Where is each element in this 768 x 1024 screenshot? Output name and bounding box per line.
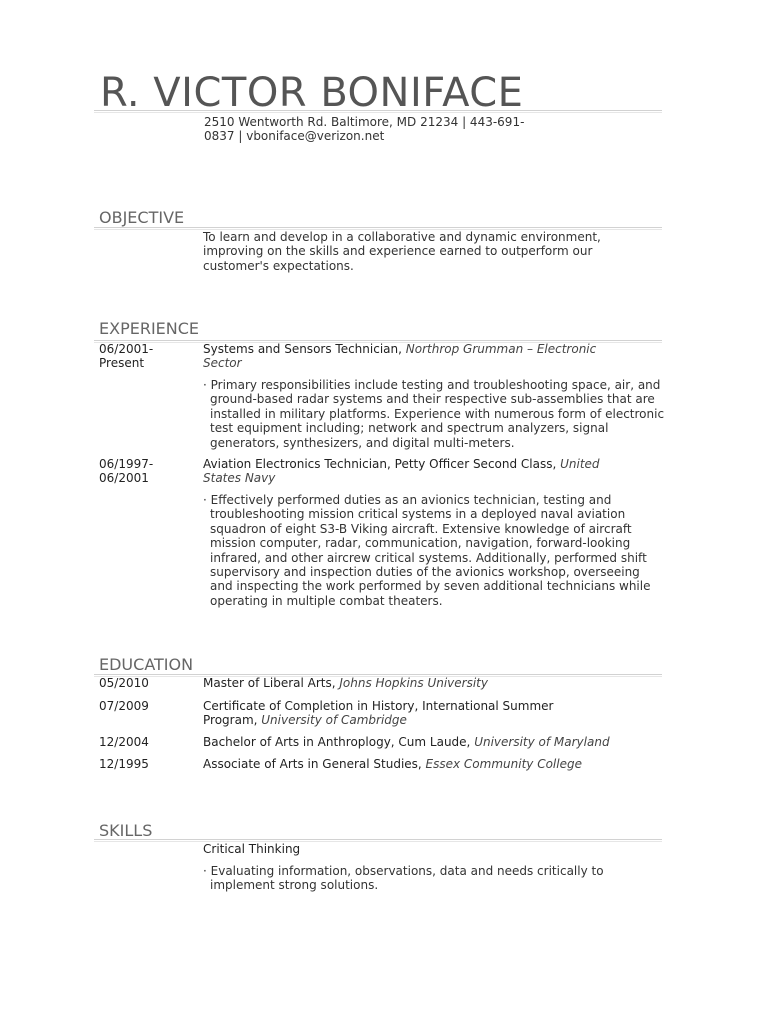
- education-3-school: University of Maryland: [474, 735, 610, 749]
- education-1-date: 05/2010: [99, 676, 149, 690]
- education-1-degree-name: Master of Liberal Arts,: [203, 676, 340, 690]
- contact-line-2: 0837 | vboniface@verizon.net: [204, 129, 385, 143]
- candidate-name: R. VICTOR BONIFACE: [100, 70, 524, 116]
- education-2-school: University of Cambridge: [261, 713, 407, 728]
- education-2-degree: [203, 699, 563, 728]
- job-2-description: · Effectively performed duties as an avionics technician, testing and troubleshooting mission critical systems in a deployed naval aviation squadron of eight S3-B Viking aircraft. Extensive knowledge of aircraft mission computer, radar, communication, navigation, forward-looking infrared, and other aircrew critical systems. Additionally, performed shift supervisory and inspection duties of the avionics workshop, overseeing and inspecting the work performed by seven additional technicians while operating in multiple combat theaters.: [203, 493, 651, 608]
- education-4-school: Essex Community College: [425, 757, 582, 771]
- skill-1-description: · Evaluating information, observations, data and needs critically to implement strong solutions.: [203, 864, 604, 893]
- education-3-degree-name: Bachelor of Arts in Anthroplogy, Cum Laude,: [203, 735, 475, 749]
- job-1-company: Northrop Grumman – Electronic Sector: [203, 342, 597, 371]
- experience-heading: EXPERIENCE: [99, 319, 200, 338]
- education-2-degree-name: Certificate of Completion in History, International Summer Program,: [203, 699, 554, 728]
- contact-info: [204, 115, 534, 143]
- education-3-degree: [203, 735, 623, 749]
- education-3-date: 12/2004: [99, 735, 149, 749]
- education-4-degree: [203, 757, 623, 771]
- education-2-date: 07/2009: [99, 699, 149, 713]
- job-2-title: [203, 457, 623, 486]
- skills-heading: SKILLS: [99, 821, 153, 840]
- job-2-date: 06/1997- 06/2001: [99, 457, 154, 486]
- job-1-position: Systems and Sensors Technician,: [203, 342, 406, 356]
- education-1-school: Johns Hopkins University: [339, 676, 488, 690]
- objective-heading: OBJECTIVE: [99, 208, 185, 227]
- education-1-degree: [203, 676, 623, 690]
- job-2-position: Aviation Electronics Technician, Petty Officer Second Class,: [203, 457, 561, 471]
- skill-1-name: Critical Thinking: [203, 842, 301, 856]
- name-divider: [94, 110, 662, 113]
- objective-text: To learn and develop in a collaborative and dynamic environment, improving on the skills and experience earned to outperform our customer's expectations.: [203, 230, 601, 273]
- job-2-company: United States Navy: [203, 457, 600, 486]
- job-1-description: · Primary responsibilities include testing and troubleshooting space, air, and ground-based radar systems and their respective sub-assemblies that are installed in military platforms. Experience with numerous form of electronic test equipment including; network and spectrum analyzers, signal generators, synthesizers, and digital multi-meters.: [203, 378, 665, 450]
- job-1-date: 06/2001- Present: [99, 342, 154, 371]
- contact-line-1: 2510 Wentworth Rd. Baltimore, MD 21234 | 443-691-: [204, 115, 525, 129]
- education-4-date: 12/1995: [99, 757, 149, 771]
- education-heading: EDUCATION: [99, 655, 194, 674]
- job-1-title: [203, 342, 623, 371]
- education-4-degree-name: Associate of Arts in General Studies,: [203, 757, 426, 771]
